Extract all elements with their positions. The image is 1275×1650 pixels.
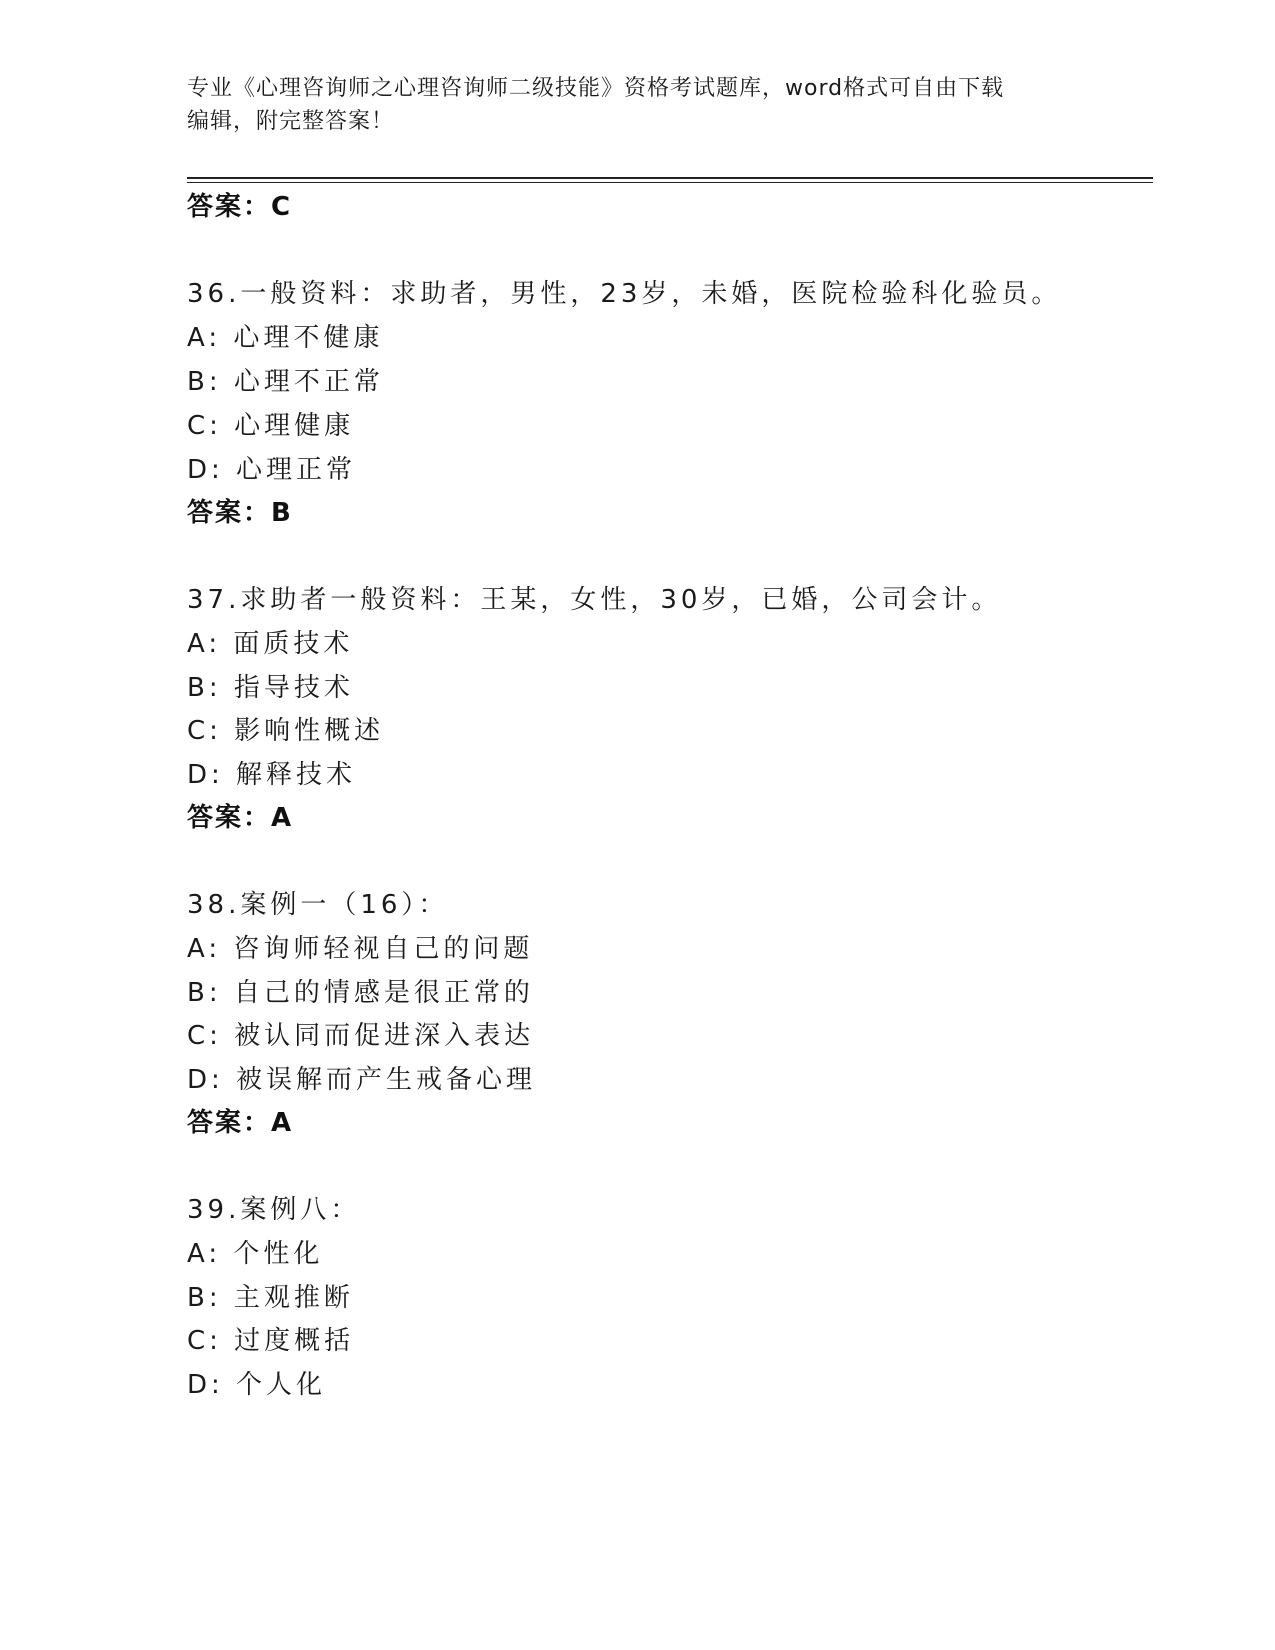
header-line-2: 编辑，附完整答案！ <box>187 109 395 134</box>
question-39-stem: 39.案例八： <box>187 1195 361 1225</box>
question-38-option-b: B: 自己的情感是很正常的 <box>187 978 534 1008</box>
question-36-option-c: C: 心理健康 <box>187 411 355 441</box>
question-38-option-d: D: 被误解而产生戒备心理 <box>187 1065 537 1095</box>
question-37-option-a: A: 面质技术 <box>187 629 354 659</box>
question-38-option-a: A: 咨询师轻视自己的问题 <box>187 934 534 964</box>
question-39-option-a: A: 个性化 <box>187 1239 324 1269</box>
header-line-1: 专业《心理咨询师之心理咨询师二级技能》资格考试题库，word格式可自由下载 <box>187 76 1005 101</box>
question-36-stem: 36.一般资料：求助者，男性，23岁，未婚，医院检验科化验员。 <box>187 279 1062 309</box>
question-39-option-d: D: 个人化 <box>187 1370 327 1400</box>
header-divider-thin <box>187 182 1153 183</box>
question-36-option-b: B: 心理不正常 <box>187 367 384 397</box>
question-37-option-b: B: 指导技术 <box>187 673 354 703</box>
question-36-option-a: A: 心理不健康 <box>187 323 384 353</box>
document-header <box>187 72 1087 138</box>
question-36-option-d: D: 心理正常 <box>187 455 357 485</box>
header-divider-thick <box>187 177 1153 179</box>
question-37-option-d: D: 解释技术 <box>187 760 357 790</box>
question-39-option-c: C: 过度概括 <box>187 1326 355 1356</box>
answer-35: 答案：C <box>187 192 293 222</box>
question-38-option-c: C: 被认同而促进深入表达 <box>187 1021 535 1051</box>
question-38-stem: 38.案例一（16）： <box>187 890 449 920</box>
answer-38: 答案：A <box>187 1108 294 1138</box>
question-37-option-c: C: 影响性概述 <box>187 716 385 746</box>
answer-36: 答案：B <box>187 498 293 528</box>
answer-37: 答案：A <box>187 803 294 833</box>
question-37-stem: 37.求助者一般资料：王某，女性，30岁，已婚，公司会计。 <box>187 585 1002 615</box>
question-39-option-b: B: 主观推断 <box>187 1283 354 1313</box>
